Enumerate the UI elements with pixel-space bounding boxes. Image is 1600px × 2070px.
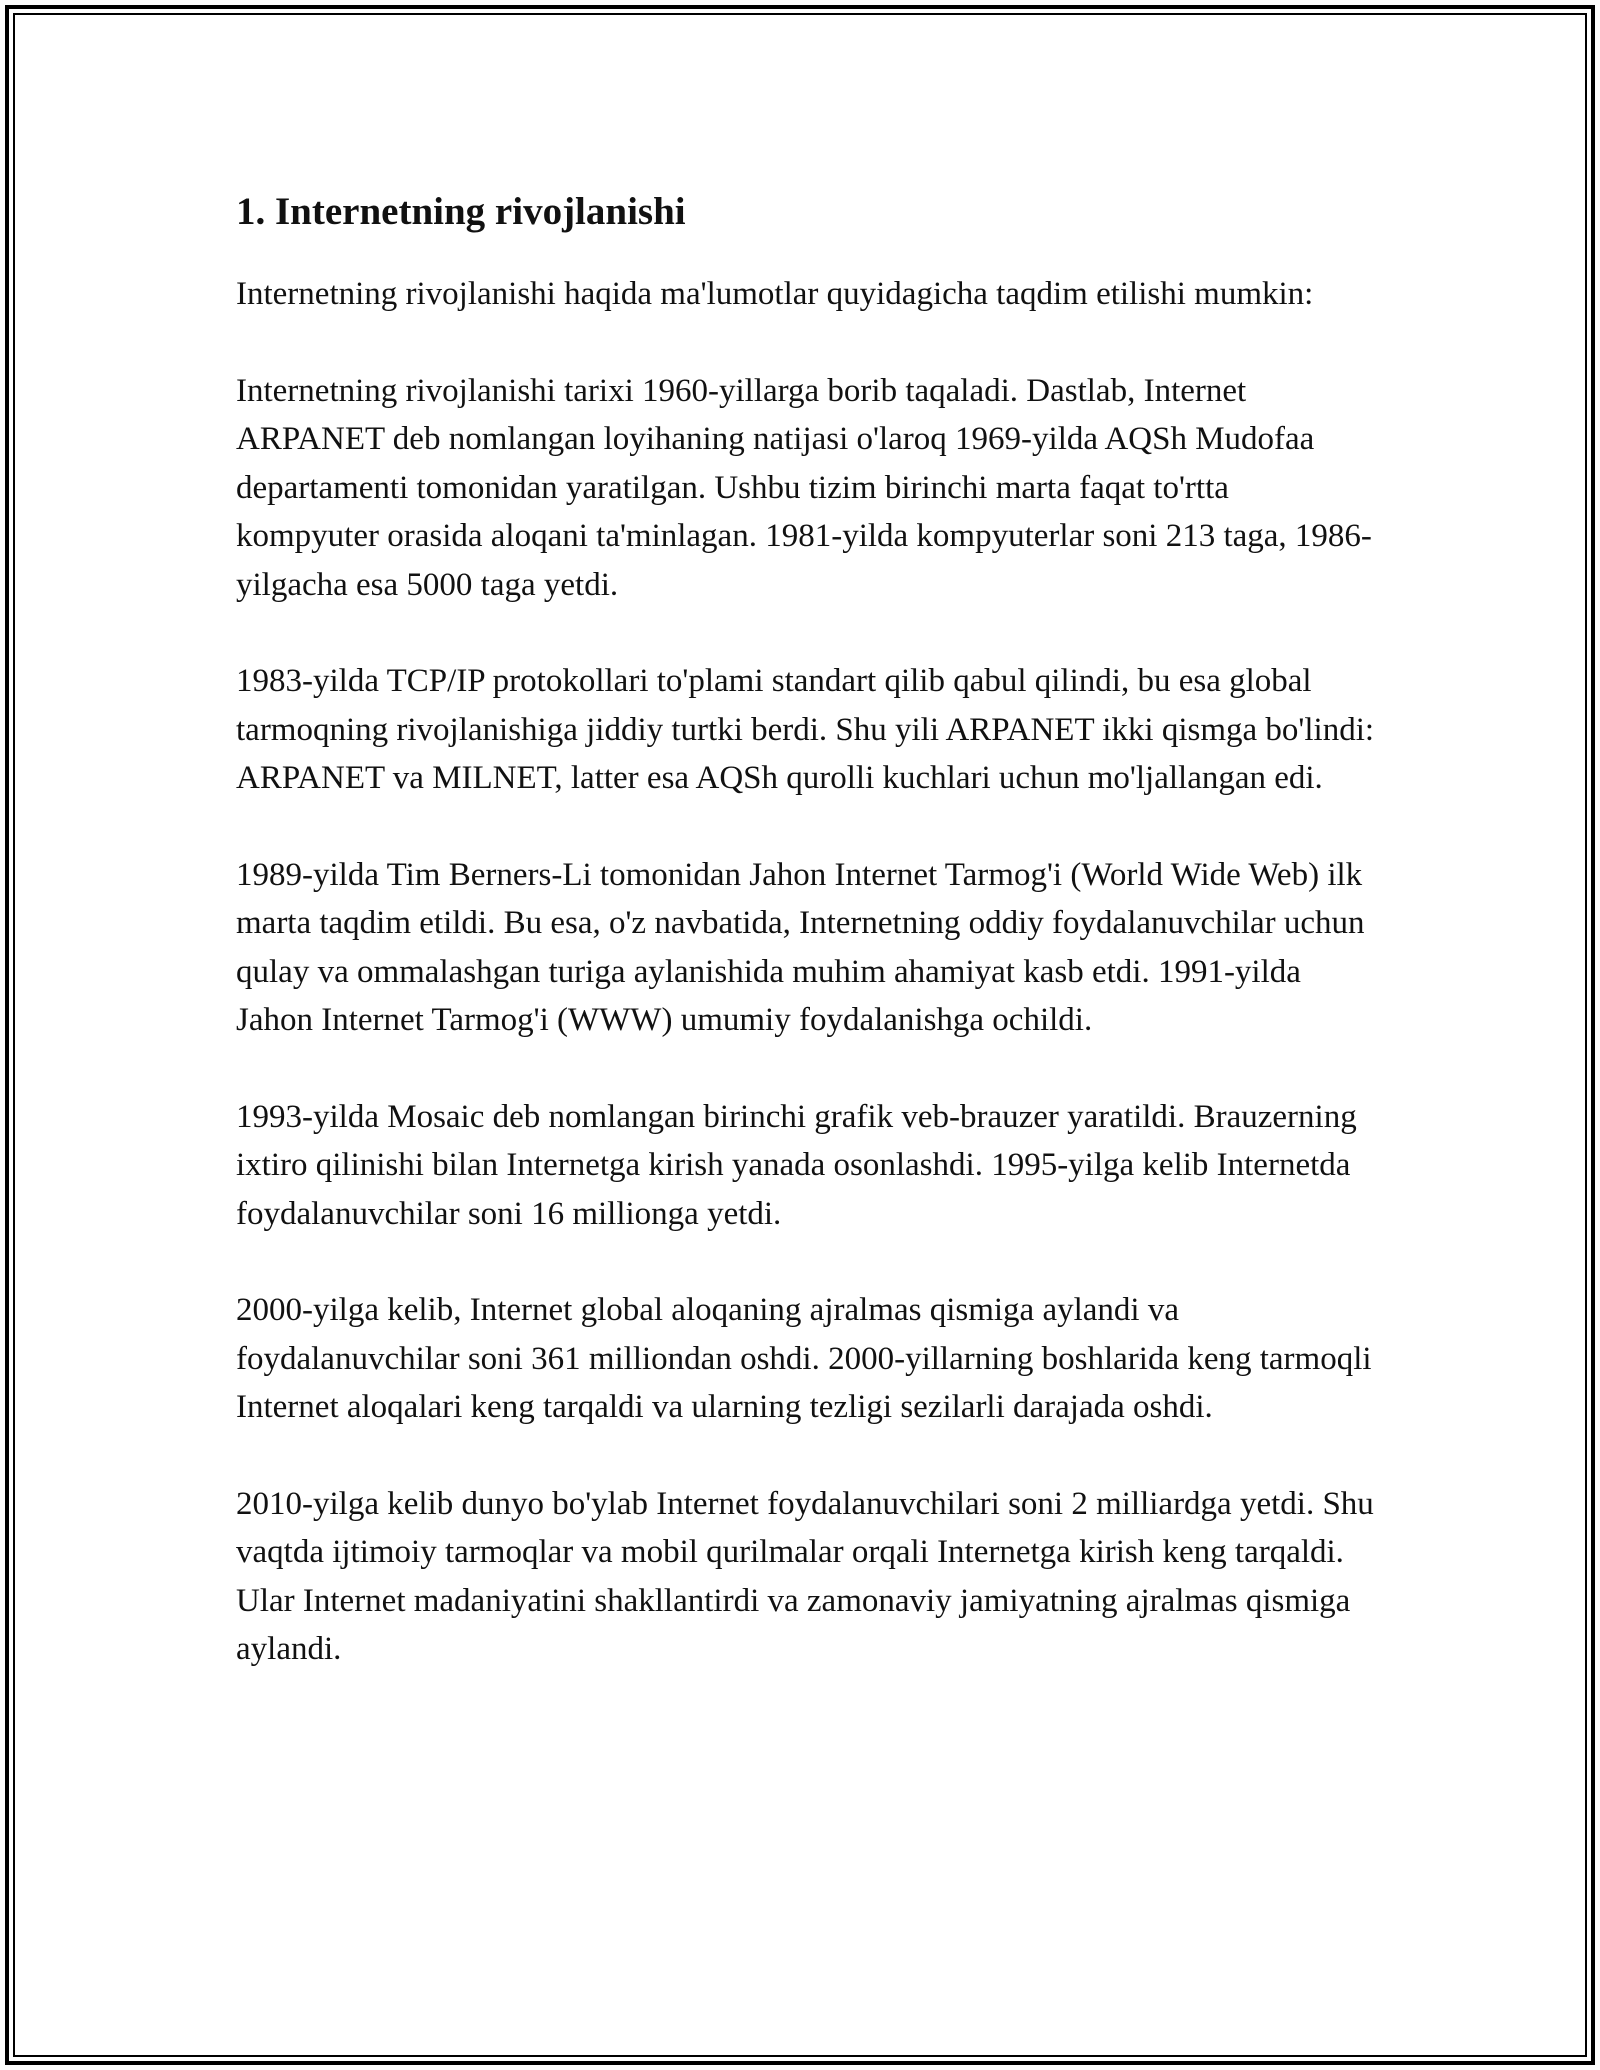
document-body — [236, 186, 1376, 1722]
paragraph-arpanet-origins: Internetning rivojlanishi tarixi 1960-yillarga borib taqaladi. Dastlab, Internet ARPANET deb nomlangan loyihaning natijasi o'laroq 1969-yilda AQSh Mudofaa departamenti tomonidan yaratilgan. Ushbu tizim birinchi marta faqat to'rtta kompyuter orasida aloqani ta'minlagan. 1981-yilda kompyuterlar soni 213 taga, 1986-yilgacha esa 5000 taga yetdi. — [236, 372, 1372, 603]
paragraph-intro: Internetning rivojlanishi haqida ma'lumotlar quyidagicha taqdim etilishi mumkin: — [236, 276, 1314, 312]
paragraph-year-2010: 2010-yilga kelib dunyo bo'ylab Internet foydalanuvchilari soni 2 milliardga yetdi. Shu vaqtda ijtimoiy tarmoqlar va mobil qurilmalar orqali Internetga kirish keng tarqaldi. Ular Internet madaniyatini shakllantirdi va zamonaviy jamiyatning ajralmas qismiga aylandi. — [236, 1485, 1374, 1667]
document-title: 1. Internetning rivojlanishi — [236, 190, 686, 233]
paragraph-year-2000: 2000-yilga kelib, Internet global aloqaning ajralmas qismiga aylandi va foydalanuvchilar soni 361 milliondan oshdi. 2000-yillarning boshlarida keng tarmoqli Internet aloqalari keng tarqaldi va ularning tezligi sezilarli darajada oshdi. — [236, 1292, 1372, 1425]
paragraph-tcp-ip: 1983-yilda TCP/IP protokollari to'plami standart qilib qabul qilindi, bu esa global tarmoqning rivojlanishiga jiddiy turtki berdi. Shu yili ARPANET ikki qismga bo'lindi: ARPANET va MILNET, latter esa AQSh qurolli kuchlari uchun mo'ljallangan edi. — [236, 663, 1375, 796]
paragraph-mosaic-browser: 1993-yilda Mosaic deb nomlangan birinchi grafik veb-brauzer yaratildi. Brauzerning ixtiro qilinishi bilan Internetga kirish yanada osonlashdi. 1995-yilga kelib Internetda foydalanuvchilar soni 16 millionga yetdi. — [236, 1098, 1357, 1232]
paragraph-world-wide-web: 1989-yilda Tim Berners-Li tomonidan Jahon Internet Tarmog'i (World Wide Web) ilk marta taqdim etildi. Bu esa, o'z navbatida, Internetning oddiy foydalanuvchilar uchun qulay va ommalashgan turiga aylanishida muhim ahamiyat kasb etdi. 1991-yilda Jahon Internet Tarmog'i (WWW) umumiy foydalanishga ochildi. — [236, 856, 1365, 1038]
